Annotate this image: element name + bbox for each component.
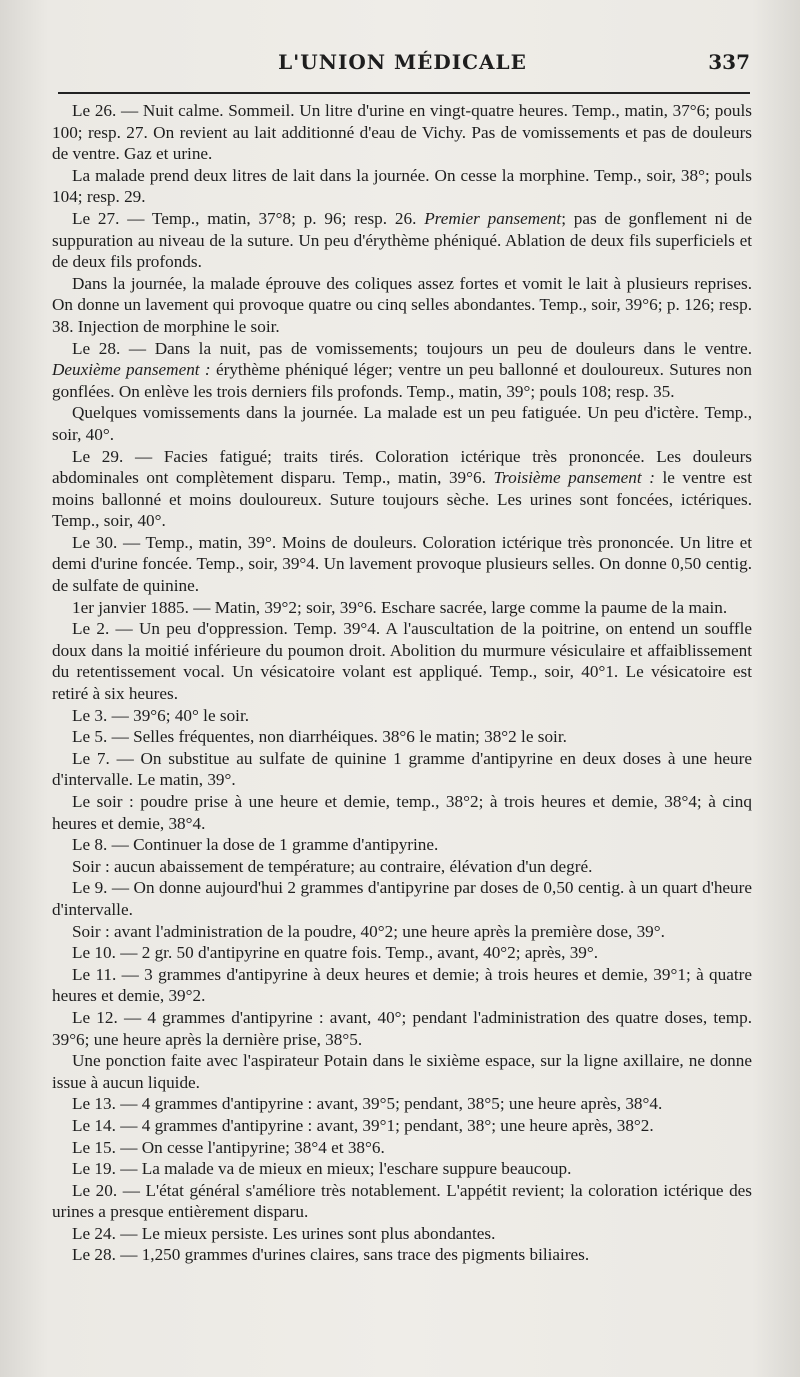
paragraph: 1er janvier 1885. — Matin, 39°2; soir, 39°6. Eschare sacrée, large comme la paume de la main. [72, 597, 728, 617]
paragraph: Le 12. — 4 grammes d'antipyrine : avant, 40°; pendant l'administration des quatre doses, temp. 39°6; une heure après la dernière prise, 38°5. [52, 1007, 752, 1049]
paragraph: Le 29. — Facies fatigué; traits tirés. Coloration ictérique très prononcée. Les douleurs abdominales ont complètement disparu. Temp., matin, 39°6. Troisième pansement : le ventre est moins ballonné et moins douloureux. Suture toujours sèche. Les urines sont foncées, ictériques. Temp., soir, 40°. [52, 446, 752, 531]
paragraph: Le 7. — On substitue au sulfate de quinine 1 gramme d'antipyrine en deux doses à une heure d'intervalle. Le matin, 39°. [52, 748, 752, 790]
page-header [55, 50, 750, 86]
paragraph: Le 13. — 4 grammes d'antipyrine : avant, 39°5; pendant, 38°5; une heure après, 38°4. [72, 1094, 663, 1114]
paragraph: Dans la journée, la malade éprouve des coliques assez fortes et vomit le lait à plusieurs reprises. On donne un lavement qui provoque quatre ou cinq selles abondantes. Temp., soir, 39°6; p. 126; resp. 38. Injection de morphine le soir. [52, 273, 752, 336]
paragraph: Le 30. — Temp., matin, 39°. Moins de douleurs. Coloration ictérique très prononcée. Un litre et demi d'urine foncée. Temp., soir, 39°4. Un lavement provoque plusieurs selles. On donne 0,50 centig. de sulfate de quinine. [52, 532, 752, 596]
paragraph: Le 28. — 1,250 grammes d'urines claires, sans trace des pigments biliaires. [72, 1245, 590, 1265]
paragraph: Le 14. — 4 grammes d'antipyrine : avant, 39°1; pendant, 38°; une heure après, 38°2. [72, 1115, 654, 1135]
paragraph: Une ponction faite avec l'aspirateur Potain dans le sixième espace, sur la ligne axillaire, ne donne issue à aucun liquide. [52, 1051, 752, 1092]
italic-term: Troisième pansement : [493, 468, 655, 488]
article-body [52, 100, 752, 1266]
paragraph: Le 19. — La malade va de mieux en mieux; l'eschare suppure beaucoup. [72, 1159, 572, 1179]
paragraph: Le 9. — On donne aujourd'hui 2 grammes d'antipyrine par doses de 0,50 centig. à un quart d'heure d'intervalle. [52, 878, 752, 919]
paragraph: Le 3. — 39°6; 40° le soir. [72, 705, 250, 725]
paragraph: Le 8. — Continuer la dose de 1 gramme d'antipyrine. [72, 835, 439, 855]
paragraph: Le 20. — L'état général s'améliore très notablement. L'appétit revient; la coloration ictérique des urines a presque entièrement disparu. [52, 1180, 752, 1222]
paragraph: Le 10. — 2 gr. 50 d'antipyrine en quatre fois. Temp., avant, 40°2; après, 39°. [72, 943, 599, 963]
paragraph: Le 15. — On cesse l'antipyrine; 38°4 et 38°6. [72, 1137, 385, 1157]
italic-term: Deuxième pansement : [52, 360, 211, 380]
paragraph: Le soir : poudre prise à une heure et demie, temp., 38°2; à trois heures et demie, 38°4; à cinq heures et demie, 38°4. [52, 792, 752, 833]
paragraph: Quelques vomissements dans la journée. La malade est un peu fatiguée. Un peu d'ictère. Temp., soir, 40°. [52, 403, 752, 444]
page-number: 337 [708, 50, 750, 74]
paragraph: Le 26. — Nuit calme. Sommeil. Un litre d'urine en vingt-quatre heures. Temp., matin, 37°6; pouls 100; resp. 27. On revient au lait additionné d'eau de Vichy. Pas de vomissements et pas de douleurs de ventre. Gaz et urine. [52, 101, 752, 164]
paragraph: Le 11. — 3 grammes d'antipyrine à deux heures et demie; à trois heures et demie, 39°1; à quatre heures et demie, 39°2. [52, 964, 752, 1006]
italic-term: Premier pansement [424, 208, 562, 228]
paragraph: Le 24. — Le mieux persiste. Les urines sont plus abondantes. [72, 1223, 496, 1243]
paragraph: Le 2. — Un peu d'oppression. Temp. 39°4. A l'auscultation de la poitrine, on entend un souffle doux dans la moitié inférieure du poumon droit. Abolition du murmure vésiculaire et affaiblissement du retentissement vocal. Un vésicatoire volant est appliqué. Temp., soir, 40°1. Le vésicatoire est retiré à six heures. [52, 619, 752, 704]
paragraph: Le 27. — Temp., matin, 37°8; p. 96; resp. 26. Premier pansement; pas de gonflement ni de suppuration au niveau de la suture. Un peu d'érythème phéniqué. Ablation de deux fils superficiels et de deux fils profonds. [52, 208, 752, 272]
paragraph: Soir : avant l'administration de la poudre, 40°2; une heure après la première dose, 39°. [72, 921, 665, 941]
header-rule [58, 92, 750, 94]
paragraph: Soir : aucun abaissement de température; au contraire, élévation d'un degré. [72, 856, 593, 876]
paragraph: Le 28. — Dans la nuit, pas de vomissements; toujours un peu de douleurs dans le ventre. Deuxième pansement : érythème phéniqué léger; ventre un peu ballonné et douloureux. Sutures non gonflées. On enlève les trois derniers fils profonds. Temp., matin, 39°; pouls 108; resp. 35. [52, 338, 752, 401]
running-title: L'UNION MÉDICALE [278, 50, 527, 74]
paragraph: Le 5. — Selles fréquentes, non diarrhéiques. 38°6 le matin; 38°2 le soir. [72, 727, 567, 747]
paragraph: La malade prend deux litres de lait dans la journée. On cesse la morphine. Temp., soir, 38°; pouls 104; resp. 29. [52, 165, 752, 207]
